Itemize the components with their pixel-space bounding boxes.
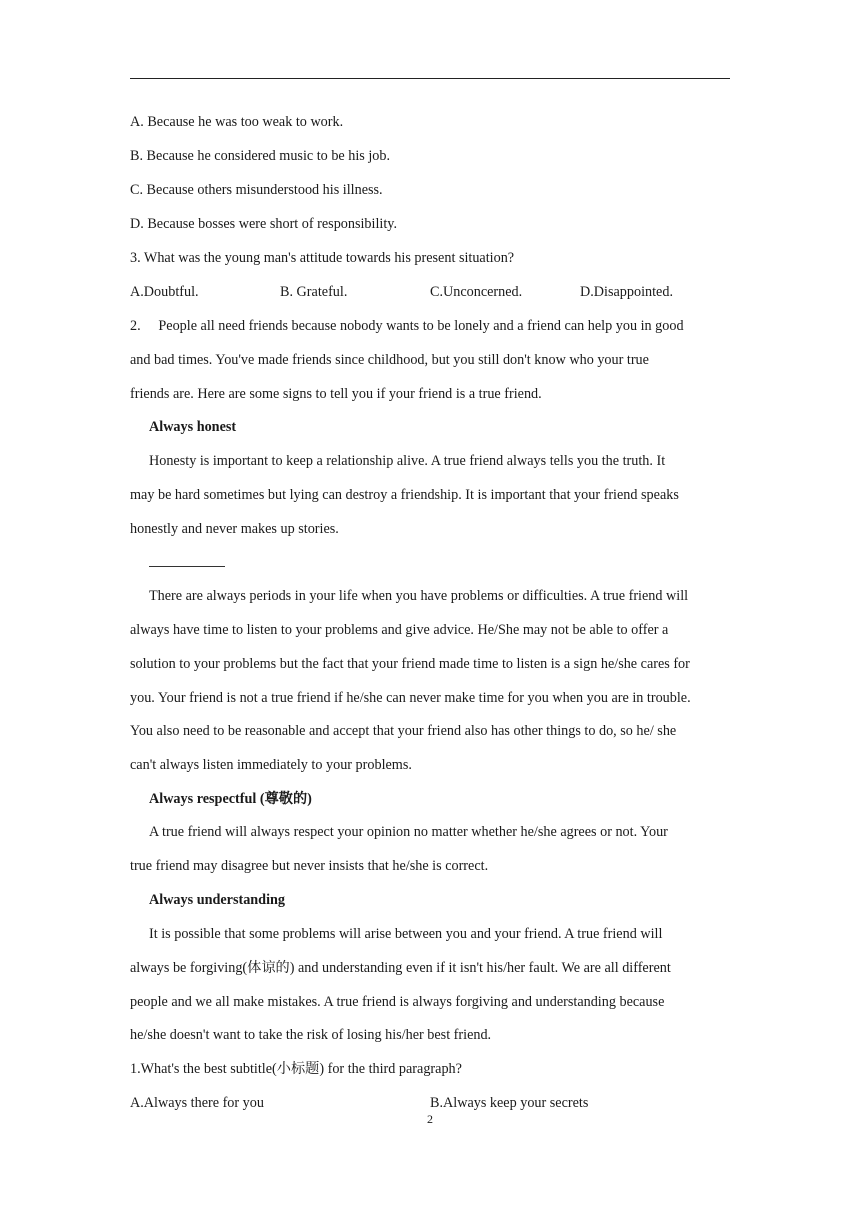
q2-option-d: D. Because bosses were short of responsibility. bbox=[130, 216, 398, 232]
paragraph-line: There are always periods in your life when you have problems or difficulties. A true friend will bbox=[149, 588, 689, 604]
heading-always-honest: Always honest bbox=[149, 419, 237, 435]
paragraph-line: always be forgiving(体谅的) and understanding even if it isn't his/her fault. We are all different bbox=[130, 960, 671, 976]
paragraph-line: you. Your friend is not a true friend if he/she can never make time for you when you are in trouble. bbox=[130, 690, 691, 706]
paragraph-line: Honesty is important to keep a relationship alive. A true friend always tells you the truth. It bbox=[149, 453, 666, 469]
q3-stem: 3. What was the young man's attitude towards his present situation? bbox=[130, 250, 515, 266]
paragraph-line: people and we all make mistakes. A true friend is always forgiving and understanding because bbox=[130, 994, 665, 1010]
passage-intro-line: 2. People all need friends because nobody wants to be lonely and a friend can help you in good bbox=[130, 318, 684, 334]
heading-always-respectful: Always respectful (尊敬的) bbox=[149, 791, 312, 807]
q3-option-a: A.Doubtful. bbox=[130, 284, 199, 300]
paragraph-line: he/she doesn't want to take the risk of losing his/her best friend. bbox=[130, 1027, 492, 1043]
q2-option-b: B. Because he considered music to be his job. bbox=[130, 148, 391, 164]
q1-stem: 1.What's the best subtitle(小标题) for the third paragraph? bbox=[130, 1061, 462, 1077]
heading-always-understanding: Always understanding bbox=[149, 892, 286, 908]
page-number: 2 bbox=[427, 1112, 433, 1126]
header-rule bbox=[130, 78, 730, 79]
paragraph-line: always have time to listen to your problems and give advice. He/She may not be able to offer a bbox=[130, 622, 669, 638]
answer-blank bbox=[149, 566, 225, 567]
q2-option-a: A. Because he was too weak to work. bbox=[130, 114, 344, 130]
q1-option-a: A.Always there for you bbox=[130, 1095, 264, 1111]
q1-option-b: B.Always keep your secrets bbox=[430, 1095, 589, 1111]
paragraph-line: true friend may disagree but never insists that he/she is correct. bbox=[130, 858, 489, 874]
paragraph-line: A true friend will always respect your opinion no matter whether he/she agrees or not. Your bbox=[149, 824, 668, 840]
paragraph-line: solution to your problems but the fact that your friend made time to listen is a sign he/she cares for bbox=[130, 656, 690, 672]
q3-option-b: B. Grateful. bbox=[280, 284, 348, 300]
paragraph-line: honestly and never makes up stories. bbox=[130, 521, 339, 537]
paragraph-line: You also need to be reasonable and accept that your friend also has other things to do, so he/ she bbox=[130, 723, 677, 739]
q2-option-c: C. Because others misunderstood his illness. bbox=[130, 182, 383, 198]
paragraph-line: It is possible that some problems will arise between you and your friend. A true friend will bbox=[149, 926, 663, 942]
q3-option-c: C.Unconcerned. bbox=[430, 284, 523, 300]
paragraph-line: may be hard sometimes but lying can destroy a friendship. It is important that your friend speaks bbox=[130, 487, 679, 503]
passage-intro-line: and bad times. You've made friends since childhood, but you still don't know who your true bbox=[130, 352, 649, 368]
passage-intro-line: friends are. Here are some signs to tell you if your friend is a true friend. bbox=[130, 386, 542, 402]
paragraph-line: can't always listen immediately to your problems. bbox=[130, 757, 412, 773]
q3-option-d: D.Disappointed. bbox=[580, 284, 673, 300]
